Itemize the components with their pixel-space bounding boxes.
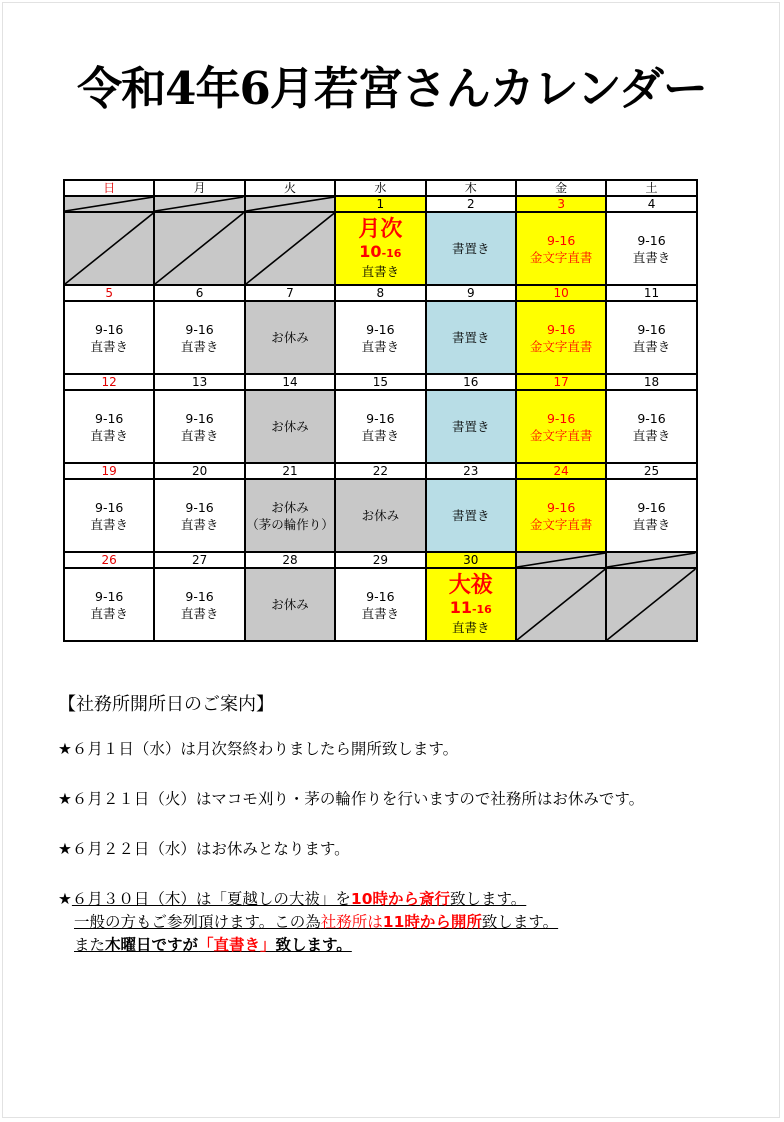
- date-number: 3: [557, 196, 565, 211]
- diagonal-slash: [517, 569, 605, 640]
- date-cell: [245, 285, 335, 301]
- date-number: 13: [191, 374, 208, 389]
- date-number: 12: [101, 374, 117, 389]
- date-cell: [64, 552, 154, 568]
- date-number: 11: [643, 285, 660, 300]
- date-number: 15: [372, 374, 388, 389]
- notice-item: ★６月２１日（火）はマコモ刈り・茅の輪作りを行いますので社務所はお休みです。: [58, 790, 645, 808]
- cell-text: 書置き: [452, 330, 490, 345]
- date-cell: [154, 374, 244, 390]
- date-cell: [335, 374, 425, 390]
- date-cell: [516, 285, 606, 301]
- weekday-sat: 土: [606, 180, 696, 196]
- date-cell: [335, 463, 425, 479]
- cell-text: 9-16: [185, 499, 214, 515]
- day-cell: [335, 390, 425, 463]
- day-cell: [64, 479, 154, 552]
- date-number: 27: [191, 552, 208, 567]
- cell-text: 9-16: [637, 499, 666, 515]
- weekday-mon: 月: [154, 180, 244, 196]
- day-cell: [64, 390, 154, 463]
- date-number: 20: [191, 463, 208, 478]
- cell-text: 9-16: [546, 232, 576, 248]
- notice-text: また: [74, 936, 106, 954]
- date-cell: [64, 196, 154, 212]
- notice-item: ★６月１日（水）は月次祭終わりましたら開所致します。: [58, 740, 459, 758]
- cell-text: 9-16: [366, 588, 395, 604]
- calendar-table: [63, 179, 698, 642]
- cell-text: 書置き: [452, 419, 490, 434]
- date-cell: [516, 552, 606, 568]
- day-cell: [64, 301, 154, 374]
- day-cell: [516, 212, 606, 285]
- event-hours-start: 10: [359, 242, 382, 261]
- date-number: 2: [466, 196, 475, 211]
- weekday-thu: 木: [426, 180, 516, 196]
- cell-text: 9-16: [185, 321, 214, 337]
- notice-highlight: 社務所は: [320, 913, 383, 931]
- cell-text: 9-16: [366, 410, 395, 426]
- day-cell: [606, 212, 696, 285]
- cell-text: お休み: [271, 330, 309, 345]
- cell-text: 直書き: [361, 338, 400, 354]
- day-cell: [335, 212, 425, 285]
- cell-text: 書置き: [452, 508, 490, 523]
- day-cell: [335, 568, 425, 641]
- date-cell: [335, 552, 425, 568]
- date-number: 1: [376, 196, 385, 211]
- notice-item: ★６月２２日（水）はお休みとなります。: [58, 840, 350, 858]
- notice-section: [58, 690, 738, 957]
- date-number: 22: [372, 463, 388, 478]
- diagonal-slash: [155, 197, 243, 211]
- cell-text: 金文字直書: [529, 249, 593, 265]
- date-cell: [154, 552, 244, 568]
- day-cell: [64, 212, 154, 285]
- date-number: 19: [101, 463, 117, 478]
- event-name: 月次: [358, 217, 403, 242]
- cell-text: 直書き: [632, 338, 671, 354]
- day-cell: [154, 568, 244, 641]
- cell-text: 直書き: [90, 516, 128, 532]
- cell-text: 9-16: [95, 499, 124, 515]
- cell-text: 直書き: [361, 605, 400, 621]
- event-hours-end: -16: [471, 603, 492, 616]
- event-hours: [427, 598, 515, 620]
- cell-text: お休み: [271, 499, 309, 515]
- date-cell: [245, 463, 335, 479]
- notice-text: 致します。: [450, 890, 527, 908]
- date-number: 9: [466, 285, 475, 300]
- event-sub: 直書き: [452, 620, 490, 635]
- day-cell: [516, 301, 606, 374]
- day-cell: [245, 568, 335, 641]
- cell-text: 9-16: [637, 232, 666, 248]
- diagonal-slash: [65, 213, 153, 284]
- date-number: 30: [463, 552, 479, 567]
- notice-text: 木曜日ですが: [105, 936, 199, 954]
- date-cell: [426, 552, 516, 568]
- date-cell: [64, 374, 154, 390]
- content-row: [64, 390, 697, 463]
- cell-text: お休み: [271, 597, 309, 612]
- cell-text: お休み: [361, 508, 400, 523]
- date-cell: [426, 463, 516, 479]
- diagonal-slash: [517, 553, 605, 567]
- date-number: 7: [286, 285, 294, 300]
- content-row: [64, 568, 697, 641]
- diagonal-slash: [607, 569, 695, 640]
- date-cell: [64, 285, 154, 301]
- date-cell: [606, 463, 696, 479]
- date-number: 16: [463, 374, 479, 389]
- date-cell: [335, 285, 425, 301]
- weekday-sun: 日: [64, 180, 154, 196]
- diagonal-slash: [607, 553, 695, 567]
- day-cell: [606, 568, 696, 641]
- content-row: [64, 301, 697, 374]
- day-cell: [516, 390, 606, 463]
- date-cell: [64, 463, 154, 479]
- date-number: 28: [282, 552, 298, 567]
- notice-text: 致します。: [275, 936, 352, 954]
- date-row: [64, 552, 697, 568]
- day-cell: [335, 479, 425, 552]
- day-cell: [426, 568, 516, 641]
- date-number: 5: [105, 285, 114, 300]
- page-title: 令和4年6月若宮さんカレンダー: [77, 62, 707, 115]
- event-name: 大祓: [448, 573, 493, 598]
- date-number: 23: [463, 463, 479, 478]
- weekday-fri: 金: [516, 180, 606, 196]
- cell-text: 直書き: [90, 605, 128, 621]
- cell-text: 9-16: [546, 410, 576, 426]
- date-cell: [516, 463, 606, 479]
- date-number: 18: [643, 374, 660, 389]
- notice-heading: 【社務所開所日のご案内】: [58, 694, 274, 715]
- date-number: 24: [553, 463, 569, 478]
- date-row: [64, 374, 697, 390]
- day-cell: [516, 479, 606, 552]
- date-cell: [606, 196, 696, 212]
- notice-star: ★: [58, 890, 72, 908]
- day-cell: [245, 301, 335, 374]
- cell-text: 直書き: [180, 516, 219, 532]
- date-cell: [245, 374, 335, 390]
- date-cell: [426, 285, 516, 301]
- date-cell: [516, 374, 606, 390]
- date-number: 25: [643, 463, 660, 478]
- date-cell: [154, 463, 244, 479]
- notice-text: 一般の方もご参列頂けます。この為: [74, 913, 321, 931]
- notice-text: 致します。: [481, 913, 559, 931]
- day-cell: [606, 479, 696, 552]
- date-cell: [245, 196, 335, 212]
- cell-text: 9-16: [546, 321, 576, 337]
- cell-text: 直書き: [632, 427, 671, 443]
- cell-text: 直書き: [632, 249, 671, 265]
- cell-text: 9-16: [366, 321, 395, 337]
- day-cell: [154, 390, 244, 463]
- day-cell: [426, 479, 516, 552]
- day-cell: [154, 212, 244, 285]
- date-cell: [516, 196, 606, 212]
- notice-text: ６月３０日（木）は「夏越しの大祓」を: [71, 890, 351, 908]
- day-cell: [516, 568, 606, 641]
- cell-text: 直書き: [90, 338, 128, 354]
- date-cell: [335, 196, 425, 212]
- cell-text: 直書き: [180, 338, 219, 354]
- date-row: [64, 196, 697, 212]
- event-hours: [336, 242, 424, 264]
- cell-text: 直書き: [632, 516, 671, 532]
- date-number: 14: [282, 374, 298, 389]
- day-cell: [245, 479, 335, 552]
- weekday-wed: 水: [335, 180, 425, 196]
- date-number: 21: [282, 463, 298, 478]
- diagonal-slash: [155, 213, 243, 284]
- notice-item-june30: [58, 888, 738, 911]
- diagonal-slash: [246, 197, 334, 211]
- day-cell: [426, 301, 516, 374]
- date-row: [64, 285, 697, 301]
- notice-item-june30-line3: [58, 934, 738, 957]
- cell-text: 金文字直書: [529, 427, 593, 443]
- cell-text: 9-16: [95, 588, 124, 604]
- cell-text: 9-16: [637, 410, 666, 426]
- date-cell: [154, 285, 244, 301]
- cell-text: 9-16: [546, 499, 576, 515]
- cell-text: 直書き: [180, 427, 219, 443]
- event-hours-start: 11: [449, 598, 472, 617]
- date-number: 8: [376, 285, 385, 300]
- cell-text: （茅の輪作り）: [246, 516, 334, 532]
- day-cell: [245, 212, 335, 285]
- date-cell: [426, 196, 516, 212]
- date-cell: [606, 285, 696, 301]
- date-number: 29: [372, 552, 388, 567]
- day-cell: [335, 301, 425, 374]
- content-row: [64, 479, 697, 552]
- day-cell: [606, 390, 696, 463]
- cell-text: 9-16: [637, 321, 666, 337]
- notice-highlight: 11時から開所: [382, 913, 482, 931]
- day-cell: [64, 568, 154, 641]
- event-sub: 直書き: [361, 264, 400, 279]
- date-number: 6: [195, 285, 204, 300]
- cell-text: 9-16: [185, 588, 214, 604]
- day-cell: [154, 301, 244, 374]
- date-cell: [154, 196, 244, 212]
- weekday-tue: 火: [245, 180, 335, 196]
- cell-text: 金文字直書: [529, 338, 593, 354]
- day-cell: [426, 390, 516, 463]
- date-cell: [606, 374, 696, 390]
- cell-text: 直書き: [180, 605, 219, 621]
- date-cell: [245, 552, 335, 568]
- day-cell: [606, 301, 696, 374]
- cell-text: 直書き: [90, 427, 128, 443]
- day-cell: [426, 212, 516, 285]
- weekday-header-row: [64, 180, 697, 196]
- cell-text: 金文字直書: [529, 516, 593, 532]
- notice-highlight: 10時から斎行: [350, 890, 450, 908]
- diagonal-slash: [65, 197, 153, 211]
- diagonal-slash: [246, 213, 334, 284]
- date-cell: [426, 374, 516, 390]
- date-row: [64, 463, 697, 479]
- cell-text: 9-16: [185, 410, 214, 426]
- notice-item-june30-line2: [58, 911, 738, 934]
- cell-text: 直書き: [361, 427, 400, 443]
- cell-text: 9-16: [95, 321, 124, 337]
- date-cell: [606, 552, 696, 568]
- event-hours-end: -16: [381, 247, 402, 260]
- day-cell: [245, 390, 335, 463]
- cell-text: 9-16: [95, 410, 124, 426]
- notice-highlight: 「直書き」: [198, 936, 276, 954]
- cell-text: 書置き: [452, 241, 490, 256]
- day-cell: [154, 479, 244, 552]
- date-number: 17: [553, 374, 569, 389]
- date-number: 10: [553, 285, 569, 300]
- cell-text: お休み: [271, 419, 309, 434]
- date-number: 26: [101, 552, 117, 567]
- date-number: 4: [647, 196, 656, 211]
- content-row: [64, 212, 697, 285]
